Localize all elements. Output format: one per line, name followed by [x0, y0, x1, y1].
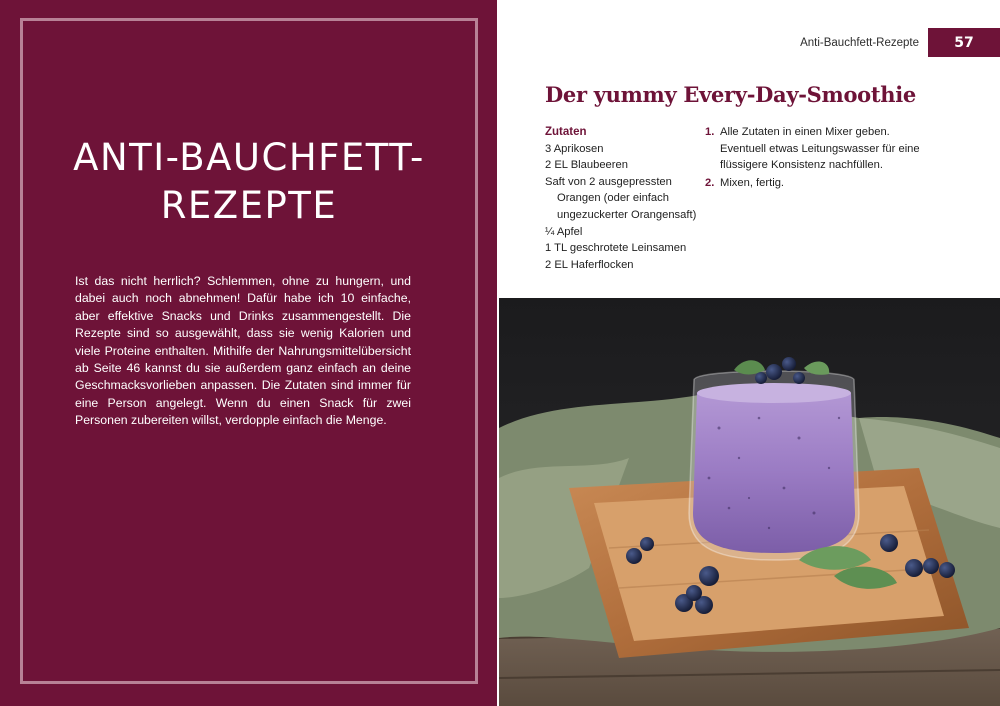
step-number: 1. [705, 126, 715, 138]
ingredients-heading: Zutaten [545, 126, 587, 138]
steps-list [705, 124, 930, 192]
chapter-title-line-1: ANTI-BAUCHFETT- [73, 136, 425, 179]
left-page [0, 0, 497, 706]
intro-text: Ist das nicht herrlich? Schlemmen, ohne zu hungern, und dabei auch noch abnehmen! Dafür habe ich 10 einfache, aber effektive Snacks und Drinks zusammengestellt. Die Rezepte sind so ausgewählt, dass sie wenig Kalorien und viele Proteine enthalten. Mithilfe der Nahrungsmittelübersicht ab Seite 46 kannst du sie außerdem ganz einfach an deine Geschmacksvorlieben anpassen. Die Zutaten sind immer für eine Person angelegt. Wenn du einen Snack für zwei Personen zubereiten willst, verdopple einfach die Menge. [75, 274, 411, 428]
recipe-title: Der yummy Every-Day-Smoothie [545, 82, 916, 107]
ingredient-item: 2 EL Blaubeeren [545, 159, 628, 172]
step-item [705, 124, 930, 174]
step-text: Mixen, fertig. [720, 176, 785, 189]
ingredient-item: 2 EL Haferflocken [545, 258, 634, 271]
ingredient-item: 3 Aprikosen [545, 142, 604, 155]
ingredient-item: Saft von 2 ausgepressten Orangen (oder einfach ungezuckerter Orangensaft) [545, 175, 697, 221]
chapter-title [30, 134, 468, 230]
ingredient-item: ¼ Apfel [545, 225, 583, 238]
page-number: 57 [928, 28, 1000, 57]
running-head: Anti-Bauchfett-Rezepte [800, 37, 919, 49]
step-text: Alle Zutaten in einen Mixer geben. Eventuell etwas Leitungswasser für eine flüssigere Konsistenz nachfüllen. [720, 126, 920, 172]
chapter-title-line-2: REZEPTE [160, 184, 338, 227]
ingredient-item: 1 TL geschrotete Leinsamen [545, 242, 687, 255]
step-item [705, 175, 930, 192]
ingredients-list [545, 141, 705, 274]
smoothie-photo-icon [499, 298, 1000, 706]
step-number: 2. [705, 176, 715, 189]
ingredients-section [545, 124, 705, 273]
